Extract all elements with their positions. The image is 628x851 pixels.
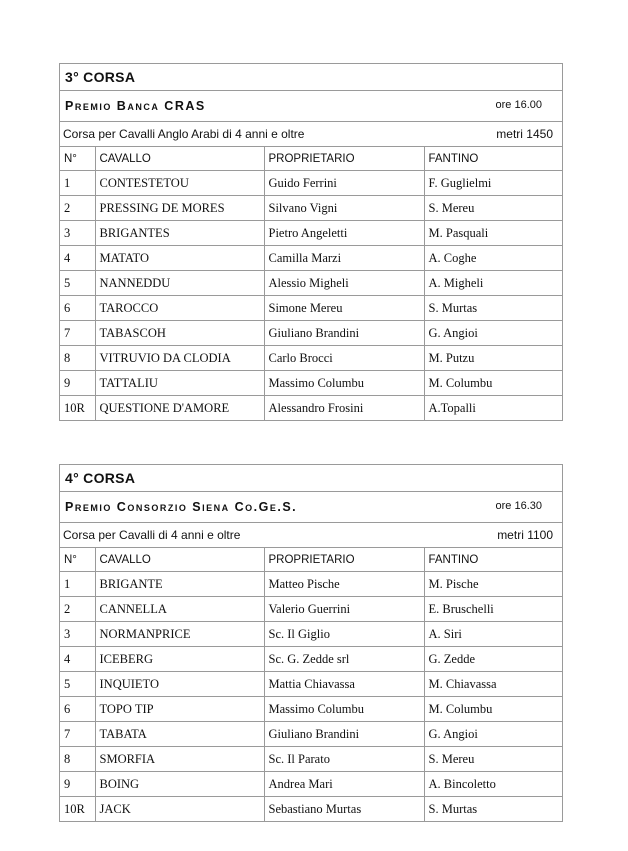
- entry-owner: Sc. G. Zedde srl: [264, 647, 424, 672]
- table-row: [60, 622, 562, 647]
- race-prize-row: [60, 91, 562, 122]
- entry-owner: Pietro Angeletti: [264, 221, 424, 246]
- entry-jockey: F. Guglielmi: [424, 171, 562, 196]
- table-row: [60, 797, 562, 822]
- header-jockey: FANTINO: [424, 147, 562, 171]
- entry-number: 3: [60, 622, 95, 647]
- table-row: [60, 371, 562, 396]
- table-row: [60, 321, 562, 346]
- table-row: [60, 221, 562, 246]
- table-row: [60, 296, 562, 321]
- race-title-row: [60, 465, 562, 492]
- entry-number: 2: [60, 196, 95, 221]
- entry-owner: Silvano Vigni: [264, 196, 424, 221]
- entry-number: 2: [60, 597, 95, 622]
- entry-owner: Sc. Il Parato: [264, 747, 424, 772]
- header-owner: PROPRIETARIO: [264, 548, 424, 572]
- table-row: [60, 747, 562, 772]
- table-header-row: [60, 548, 562, 572]
- entry-number: 6: [60, 697, 95, 722]
- entries-table: [60, 147, 562, 420]
- entry-jockey: S. Mereu: [424, 196, 562, 221]
- entry-number: 10R: [60, 396, 95, 421]
- race-description: Corsa per Cavalli Anglo Arabi di 4 anni e oltre: [63, 127, 305, 141]
- entry-horse: ICEBERG: [95, 647, 264, 672]
- entry-jockey: A. Migheli: [424, 271, 562, 296]
- entry-owner: Mattia Chiavassa: [264, 672, 424, 697]
- entry-owner: Massimo Columbu: [264, 371, 424, 396]
- table-row: [60, 772, 562, 797]
- entry-horse: PRESSING DE MORES: [95, 196, 264, 221]
- entry-horse: TAROCCO: [95, 296, 264, 321]
- header-jockey: FANTINO: [424, 548, 562, 572]
- entry-owner: Alessandro Frosini: [264, 396, 424, 421]
- entry-owner: Simone Mereu: [264, 296, 424, 321]
- race-prize-row: [60, 492, 562, 523]
- entry-horse: QUESTIONE D'AMORE: [95, 396, 264, 421]
- entry-owner: Massimo Columbu: [264, 697, 424, 722]
- entry-horse: NANNEDDU: [95, 271, 264, 296]
- entry-horse: BOING: [95, 772, 264, 797]
- race-title: 3° CORSA: [65, 69, 136, 85]
- entry-number: 8: [60, 346, 95, 371]
- table-row: [60, 246, 562, 271]
- table-row: [60, 697, 562, 722]
- entry-owner: Sebastiano Murtas: [264, 797, 424, 822]
- table-row: [60, 196, 562, 221]
- entry-number: 5: [60, 672, 95, 697]
- table-row: [60, 647, 562, 672]
- entry-owner: Sc. Il Giglio: [264, 622, 424, 647]
- entry-jockey: A. Coghe: [424, 246, 562, 271]
- entry-owner: Matteo Pische: [264, 572, 424, 597]
- table-row: [60, 396, 562, 421]
- entry-number: 7: [60, 722, 95, 747]
- race-description-row: [60, 523, 562, 548]
- race-distance: metri 1100: [497, 528, 553, 542]
- entry-jockey: S. Murtas: [428, 801, 478, 816]
- header-number: N°: [60, 548, 95, 572]
- prize-name: Premio Consorzio Siena Co.Ge.S.: [65, 500, 298, 514]
- entry-owner: Alessio Migheli: [264, 271, 424, 296]
- entry-horse: CANNELLA: [95, 597, 264, 622]
- entries-body: [60, 171, 562, 421]
- entry-number: 6: [60, 296, 95, 321]
- header-horse: CAVALLO: [95, 548, 264, 572]
- entry-jockey: M. Pische: [424, 572, 562, 597]
- entry-number: 9: [60, 371, 95, 396]
- entry-jockey: M. Columbu: [424, 697, 562, 722]
- entry-number: 4: [60, 246, 95, 271]
- race-title-row: [60, 64, 562, 91]
- entry-number: 8: [60, 747, 95, 772]
- entry-number: 3: [60, 221, 95, 246]
- entry-jockey: M. Putzu: [424, 346, 562, 371]
- entry-jockey: G. Angioi: [424, 321, 562, 346]
- entry-number: 5: [60, 271, 95, 296]
- header-owner: PROPRIETARIO: [264, 147, 424, 171]
- entry-owner: Carlo Brocci: [264, 346, 424, 371]
- race-time: ore 16.00: [495, 99, 542, 111]
- header-number: N°: [60, 147, 95, 171]
- race-description-row: [60, 122, 562, 147]
- entry-owner: Giuliano Brandini: [264, 722, 424, 747]
- entry-number: 4: [60, 647, 95, 672]
- entry-number: 10R: [60, 797, 95, 822]
- entry-number: 1: [60, 171, 95, 196]
- entry-horse: BRIGANTE: [95, 572, 264, 597]
- header-horse: CAVALLO: [95, 147, 264, 171]
- entry-horse: TATTALIU: [95, 371, 264, 396]
- entry-horse: INQUIETO: [95, 672, 264, 697]
- table-row: [60, 572, 562, 597]
- entry-owner: Andrea Mari: [264, 772, 424, 797]
- entry-horse: JACK: [95, 797, 264, 822]
- entry-horse: TABATA: [95, 722, 264, 747]
- race-card-3: [59, 63, 563, 421]
- entry-owner: Camilla Marzi: [264, 246, 424, 271]
- prize-name: Premio Banca CRAS: [65, 99, 206, 113]
- entry-jockey: M. Columbu: [424, 371, 562, 396]
- entries-table: [60, 548, 562, 821]
- race-title: 4° CORSA: [65, 470, 136, 486]
- entry-horse: TABASCOH: [95, 321, 264, 346]
- entry-jockey: S. Murtas: [424, 296, 562, 321]
- entry-number: 7: [60, 321, 95, 346]
- entry-horse: MATATO: [95, 246, 264, 271]
- table-row: [60, 346, 562, 371]
- entry-horse: SMORFIA: [95, 747, 264, 772]
- entry-horse: VITRUVIO DA CLODIA: [95, 346, 264, 371]
- entry-horse: BRIGANTES: [95, 221, 264, 246]
- race-description: Corsa per Cavalli di 4 anni e oltre: [63, 528, 241, 542]
- entry-horse: CONTESTETOU: [95, 171, 264, 196]
- table-row: [60, 722, 562, 747]
- entries-body: [60, 572, 562, 822]
- table-header-row: [60, 147, 562, 171]
- entry-number: 1: [60, 572, 95, 597]
- entry-horse: TOPO TIP: [95, 697, 264, 722]
- race-distance: metri 1450: [496, 127, 553, 141]
- entry-horse: NORMANPRICE: [95, 622, 264, 647]
- entry-jockey: S. Mereu: [424, 747, 562, 772]
- entry-jockey: G. Angioi: [424, 722, 562, 747]
- table-row: [60, 672, 562, 697]
- table-row: [60, 597, 562, 622]
- entry-jockey: A.Topalli: [428, 400, 476, 415]
- table-row: [60, 271, 562, 296]
- entry-jockey: M. Pasquali: [424, 221, 562, 246]
- entry-number: 9: [60, 772, 95, 797]
- entry-owner: Guido Ferrini: [264, 171, 424, 196]
- entry-jockey: G. Zedde: [424, 647, 562, 672]
- entry-owner: Valerio Guerrini: [264, 597, 424, 622]
- entry-jockey: M. Chiavassa: [424, 672, 562, 697]
- race-time: ore 16.30: [495, 500, 542, 512]
- entry-owner: Giuliano Brandini: [264, 321, 424, 346]
- entry-jockey: A. Siri: [424, 622, 562, 647]
- race-card-4: [59, 464, 563, 822]
- table-row: [60, 171, 562, 196]
- entry-jockey: A. Bincoletto: [424, 772, 562, 797]
- entry-jockey: E. Bruschelli: [424, 597, 562, 622]
